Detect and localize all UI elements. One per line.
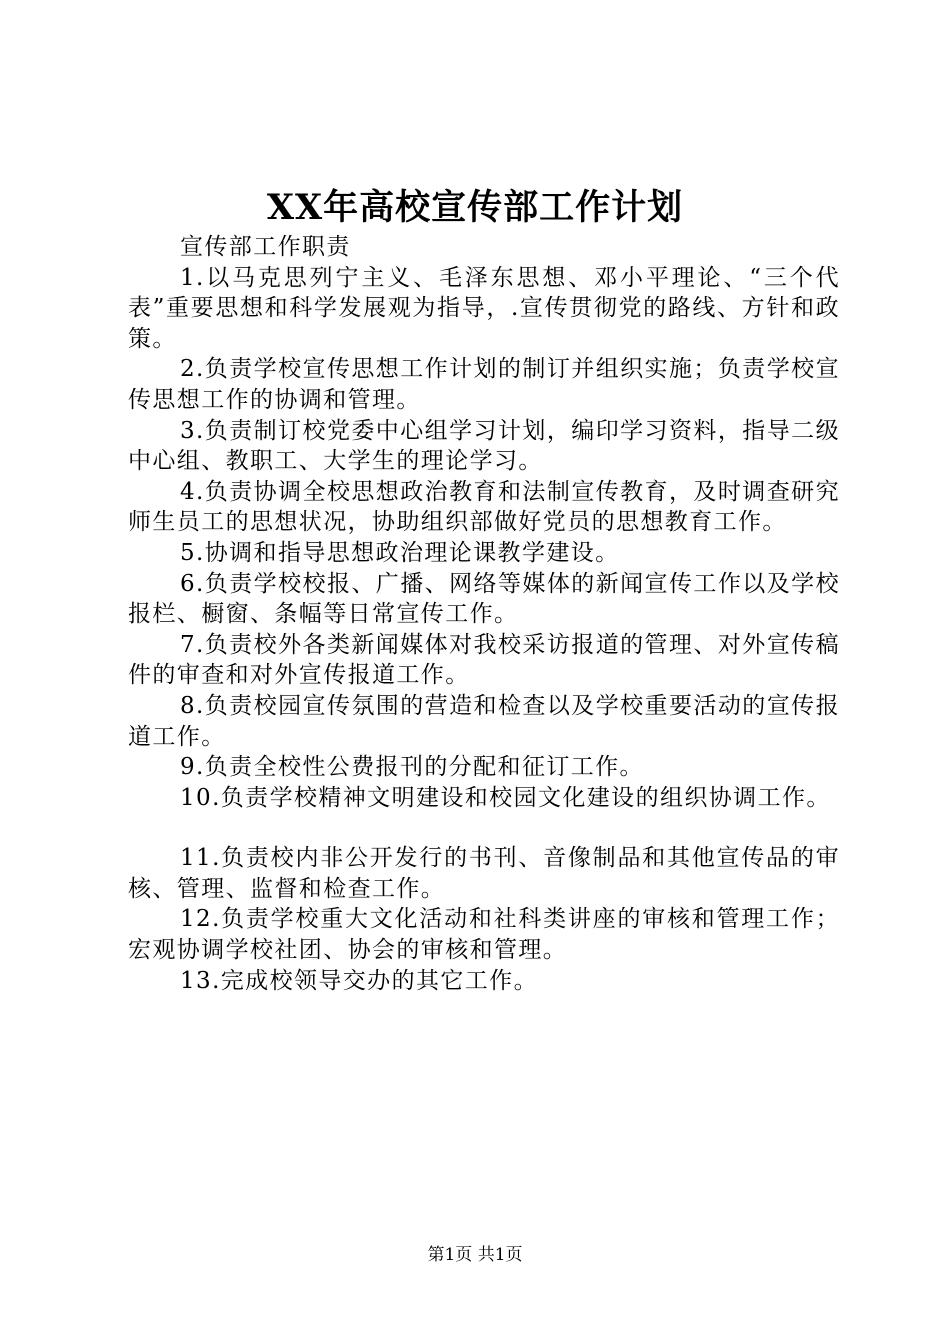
- duty-item-6: 6.负责学校校报、广播、网络等媒体的新闻宣传工作以及学校报栏、橱窗、条幅等日常宣传工作。: [128, 570, 840, 628]
- duty-item-11: 11.负责校内非公开发行的书刊、音像制品和其他宣传品的审核、管理、监督和检查工作。: [128, 845, 840, 902]
- duty-item-2: 2.负责学校宣传思想工作计划的制订并组织实施；负责学校宣传思想工作的协调和管理。: [128, 356, 840, 413]
- duty-item-5: 5.协调和指导思想政治理论课教学建设。: [180, 539, 620, 566]
- duty-item-8: 8.负责校园宣传氛围的营造和检查以及学校重要活动的宣传报道工作。: [128, 692, 840, 750]
- duty-item-12: 12.负责学校重大文化活动和社科类讲座的审核和管理工作；宏观协调学校社团、协会的审核和管理。: [128, 906, 840, 964]
- section-heading: 宣传部工作职责: [180, 234, 351, 260]
- duty-item-10: 10.负责学校精神文明建设和校园文化建设的组织协调工作。: [180, 784, 831, 811]
- duty-item-4: 4.负责协调全校思想政治教育和法制宣传教育，及时调查研究师生员工的思想状况，协助组织部做好党员的思想教育工作。: [128, 478, 840, 536]
- duty-item-3: 3.负责制订校党委中心组学习计划，编印学习资料，指导二级中心组、教职工、大学生的理论学习。: [128, 417, 840, 475]
- duty-item-1: 1.以马克思列宁主义、毛泽东思想、邓小平理论、“三个代表”重要思想和科学发展观为指导，.宣传贯彻党的路线、方针和政策。: [128, 264, 840, 352]
- document-body: [128, 232, 840, 996]
- duty-item-9: 9.负责全校性公费报刊的分配和征订工作。: [180, 754, 644, 781]
- duty-item-7: 7.负责校外各类新闻媒体对我校采访报道的管理、对外宣传稿件的审查和对外宣传报道工作。: [128, 631, 840, 689]
- page-number-footer: 第1页 共1页: [427, 1245, 523, 1265]
- duty-item-13: 13.完成校领导交办的其它工作。: [180, 967, 538, 994]
- document-title: XX年高校宣传部工作计划: [266, 187, 684, 228]
